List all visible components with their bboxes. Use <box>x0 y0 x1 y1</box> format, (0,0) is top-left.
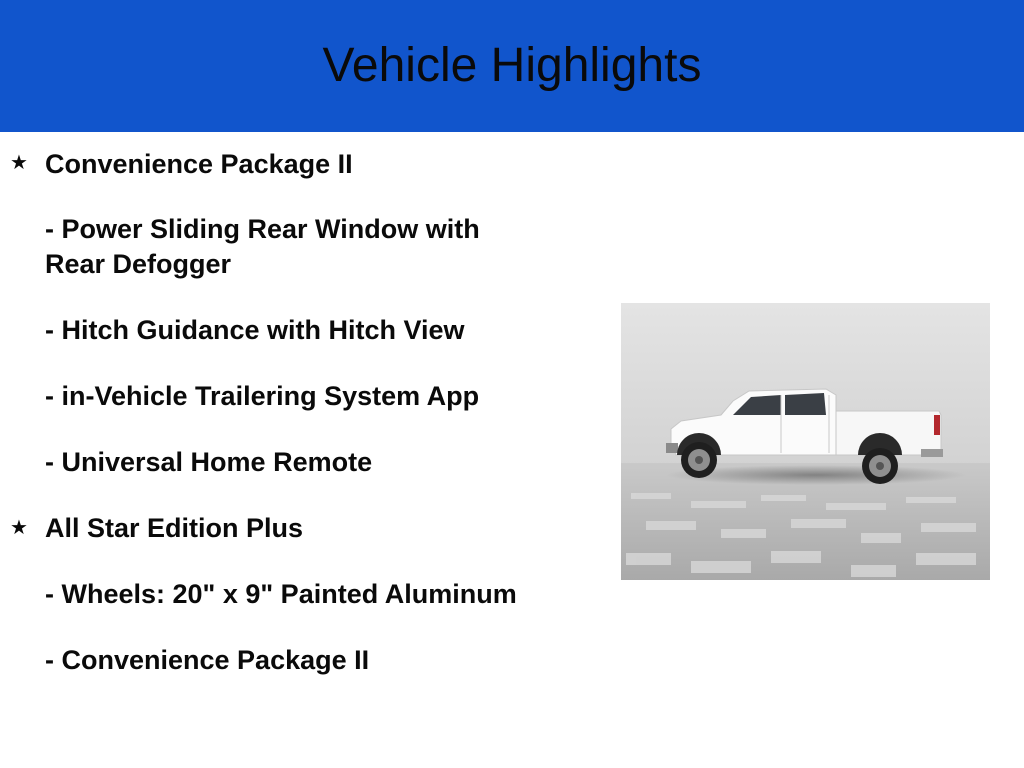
highlight-heading: Convenience Package II <box>45 149 353 179</box>
header-banner <box>0 0 1024 132</box>
highlight-item: - Hitch Guidance with Hitch View <box>45 315 465 345</box>
highlight-item-continued: Rear Defogger <box>45 249 232 279</box>
star-icon: ★ <box>10 515 28 539</box>
highlight-item: - Universal Home Remote <box>45 447 373 477</box>
highlight-item: - Power Sliding Rear Window with <box>45 214 480 244</box>
highlight-item: - Wheels: 20" x 9" Painted Aluminum <box>45 579 517 609</box>
highlight-item: - Convenience Package II <box>45 645 370 675</box>
white-pickup-truck-image <box>621 303 990 580</box>
highlight-item: - in-Vehicle Trailering System App <box>45 381 480 411</box>
highlight-heading: All Star Edition Plus <box>45 513 304 543</box>
page-title: Vehicle Highlights <box>322 38 702 92</box>
star-icon: ★ <box>10 150 28 174</box>
vehicle-photo <box>621 303 990 580</box>
